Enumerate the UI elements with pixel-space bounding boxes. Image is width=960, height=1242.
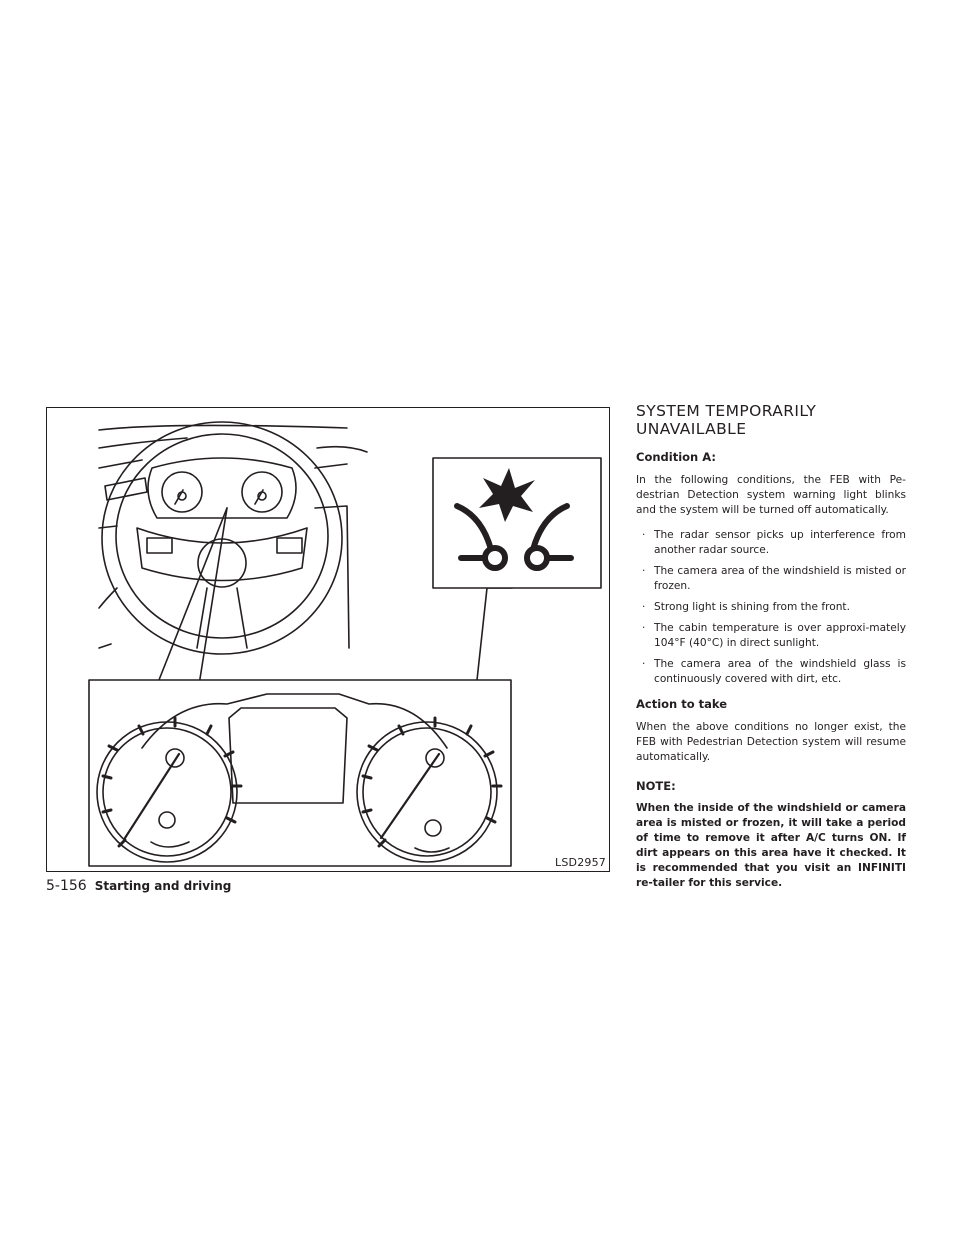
list-item: · The camera area of the windshield glass is continuously covered with dirt, etc.: [642, 658, 906, 685]
condition-a-heading: Condition A:: [636, 450, 716, 464]
illustration-drawing: [47, 408, 610, 872]
section-title: [636, 402, 906, 438]
page-footer: [46, 878, 231, 894]
list-item: · Strong light is shining from the front.: [642, 601, 850, 613]
note-paragraph: When the inside of the windshield or camera area is misted or frozen, it will take a period of time to remove it after A/C turns ON. If dirt appears on this area have it checked. It is recommended that you visit an INFINITI re-tailer for this service.: [636, 802, 906, 889]
note-heading: NOTE:: [636, 779, 676, 793]
page-number: 5-156: [46, 878, 87, 894]
intro-paragraph: In the following conditions, the FEB with Pe-destrian Detection system warning light blinks and the system will be turned off automatically.: [636, 474, 906, 516]
dashboard-illustration: [46, 407, 610, 872]
chapter-title: Starting and driving: [94, 879, 232, 893]
list-item: · The radar sensor picks up interference from another radar source.: [642, 529, 906, 556]
section-title-line2: UNAVAILABLE: [636, 420, 747, 438]
content-column: [636, 402, 906, 891]
condition-list: [636, 528, 906, 687]
figure-code: LSD2957: [555, 856, 606, 869]
list-item: · The camera area of the windshield is misted or frozen.: [642, 565, 906, 592]
action-paragraph: When the above conditions no longer exist, the FEB with Pedestrian Detection system will resume automatically.: [636, 721, 906, 763]
action-heading: Action to take: [636, 697, 728, 711]
list-item: · The cabin temperature is over approxi-mately 104°F (40°C) in direct sunlight.: [642, 622, 906, 649]
section-title-line1: SYSTEM TEMPORARILY: [636, 402, 817, 420]
